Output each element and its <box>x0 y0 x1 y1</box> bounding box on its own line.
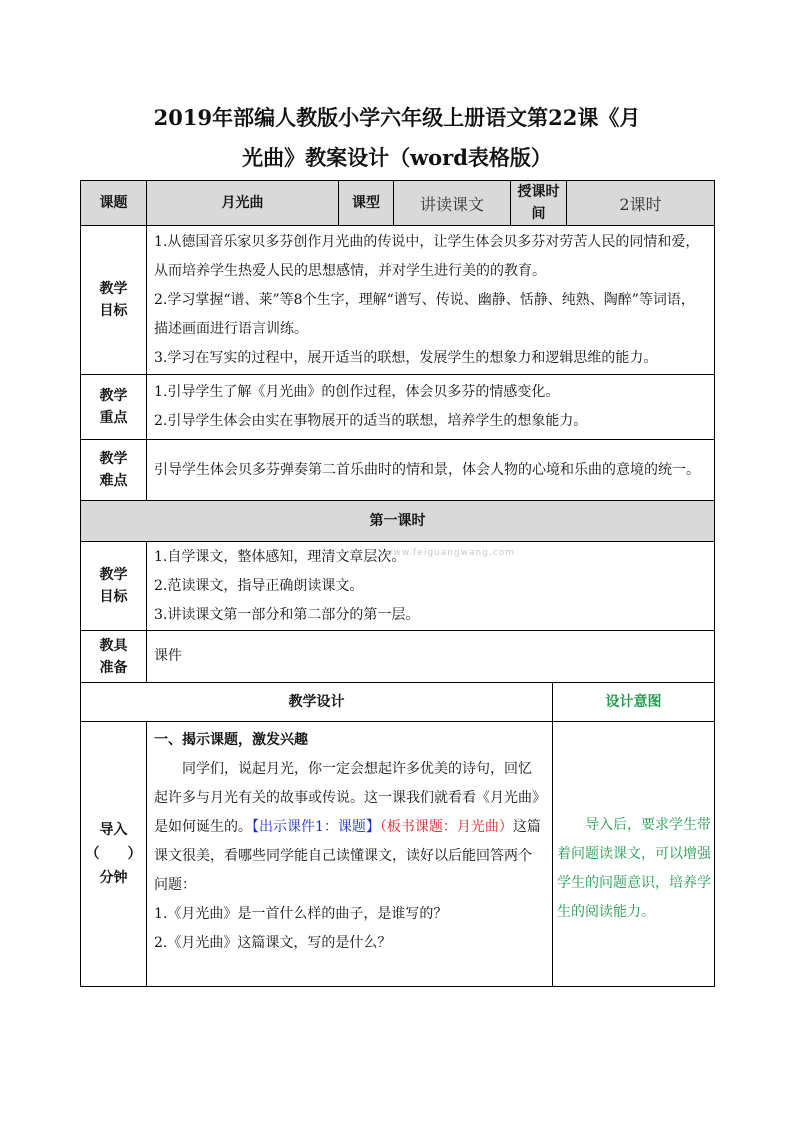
watermark-logo: www.feiguangwang.com <box>385 548 516 558</box>
lesson1-title-row: 第一课时 <box>81 501 715 542</box>
intro-row: 导入 （ ） 分钟 一、揭示课题，激发兴趣 同学们，说起月光，你一定会想起许多优美的诗句，回忆起许多与月光有关的故事或传说。这一课我们就看看《月光曲》是如何诞生的。【出示课件1：课题】（板书课题：月光曲）这篇课文很美，看哪些同学能自己读懂课文，读好以后能回答两个问题： 1.《月光曲》是一首什么样的曲子，是谁写的？ 2.《月光曲》这篇课文，写的是什么？ 导入后，要求学生带着问题读课文，可以增强学生的问题意识，培养学生的阅读能力。 <box>81 722 715 987</box>
design-header-row: 教学设计 设计意图 <box>81 683 715 722</box>
goals-row: 教学目标 1.从德国音乐家贝多芬创作月光曲的传说中，让学生体会贝多芬对劳苦人民的同情和爱，从而培养学生热爱人民的思想感情，并对学生进行美的的教育。 2.学习掌握“谱、莱”等8个生字，理解“谱写、传说、幽静、恬静、纯熟、陶醉”等词语，描述画面进行语言训练。 3.学习在写实的过程中，展开适当的联想，发展学生的想象力和逻辑思维的能力。 <box>81 226 715 375</box>
key-points-row: 教学重点 1.引导学生了解《月光曲》的创作过程，体会贝多芬的情感变化。 2.引导学生体会由实在事物展开的适当的联想，培养学生的想象能力。 <box>81 375 715 440</box>
document-title: 2019年部编人教版小学六年级上册语文第22课《月 光曲》教案设计（word表格版） <box>153 105 641 170</box>
difficulty-row: 教学难点 引导学生体会贝多芬弹奏第二首乐曲时的情和景，体会人物的心境和乐曲的意境的统一。 <box>81 440 715 501</box>
header-row: 课题 月光曲 课型 讲读课文 授课时间 2课时 <box>81 181 715 226</box>
lesson-plan-table <box>80 180 715 987</box>
lesson1-goals-row: 教学目标 1.自学课文，整体感知，理清文章层次。 2.范读课文，指导正确朗读课文。 3.讲读课文第一部分和第二部分的第一层。 <box>81 542 715 631</box>
tools-row: 教具准备 课件 <box>81 631 715 683</box>
